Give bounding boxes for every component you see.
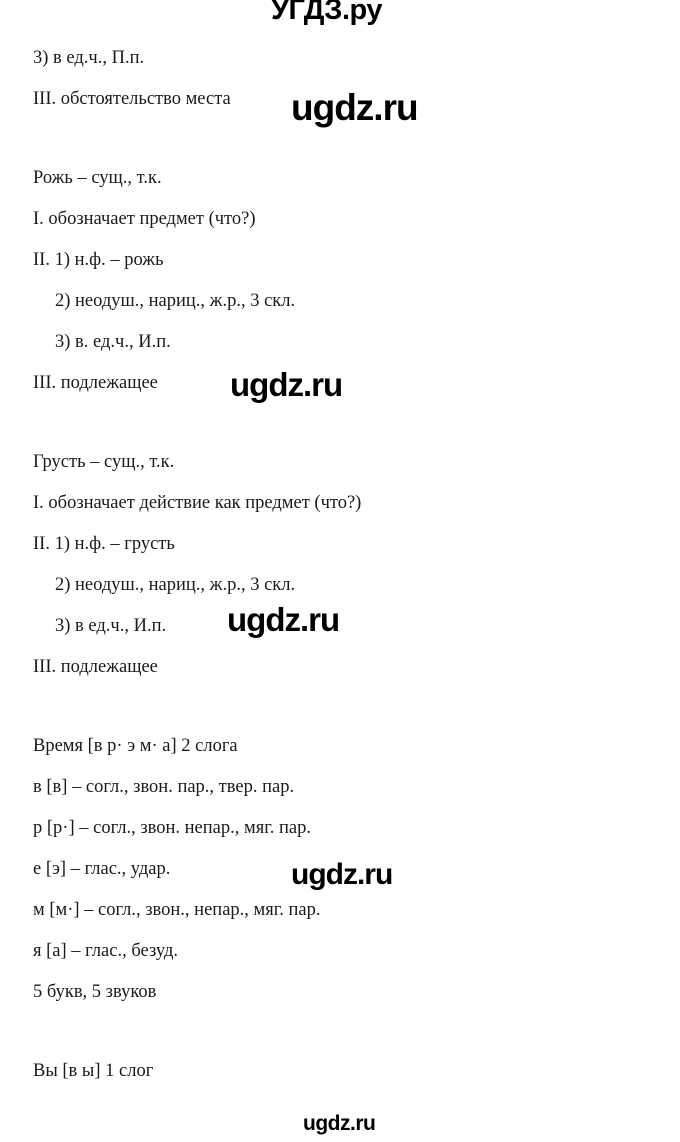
- block-separator: [33, 688, 653, 726]
- text-line: Рожь – сущ., т.к.: [33, 168, 162, 188]
- text-line: I. обозначает предмет (что?): [33, 209, 256, 229]
- answer-block: [33, 158, 653, 404]
- text-line: III. подлежащее: [33, 373, 158, 393]
- text-line: I. обозначает действие как предмет (что?): [33, 493, 362, 513]
- text-line: 5 букв, 5 звуков: [33, 982, 157, 1002]
- watermark-overlay: ugdz.ru: [227, 601, 340, 638]
- text-line: 3) в ед.ч., И.п.: [55, 616, 167, 636]
- answer-block: [33, 442, 653, 688]
- text-line: II. 1) н.ф. – грусть: [33, 534, 175, 554]
- text-line: р [р·] – согл., звон. непар., мяг. пар.: [33, 818, 311, 838]
- text-line: е [э] – глас., удар.: [33, 859, 171, 879]
- text-line: Грусть – сущ., т.к.: [33, 452, 175, 472]
- text-line: III. обстоятельство места: [33, 89, 231, 109]
- site-logo-top: УГДЗ.ру: [271, 0, 382, 26]
- text-line: 3) в ед.ч., П.п.: [33, 48, 145, 68]
- text-line: III. подлежащее: [33, 657, 158, 677]
- block-separator: [33, 1013, 653, 1051]
- text-line: 2) неодуш., нариц., ж.р., 3 скл.: [55, 575, 296, 595]
- watermark-overlay: ugdz.ru: [291, 87, 418, 128]
- answer-block: [33, 726, 653, 1013]
- watermark-overlay: ugdz.ru: [291, 858, 393, 891]
- text-line: м [м·] – согл., звон., непар., мяг. пар.: [33, 900, 321, 920]
- watermark-overlay: ugdz.ru: [230, 366, 343, 403]
- text-line: 2) неодуш., нариц., ж.р., 3 скл.: [55, 291, 296, 311]
- answer-block: [33, 1051, 653, 1092]
- text-line: 3) в. ед.ч., И.п.: [55, 332, 171, 352]
- block-separator: [33, 120, 653, 158]
- text-line: Время [в р· э м· а] 2 слога: [33, 736, 238, 756]
- answer-block: [33, 38, 653, 120]
- text-line: Вы [в ы] 1 слог: [33, 1061, 154, 1081]
- site-logo-bottom: ugdz.ru: [303, 1112, 376, 1135]
- block-separator: [33, 404, 653, 442]
- text-line: я [а] – глас., безуд.: [33, 941, 178, 961]
- text-line: в [в] – согл., звон. пар., твер. пар.: [33, 777, 295, 797]
- document-body: [33, 38, 653, 1092]
- text-line: II. 1) н.ф. – рожь: [33, 250, 164, 270]
